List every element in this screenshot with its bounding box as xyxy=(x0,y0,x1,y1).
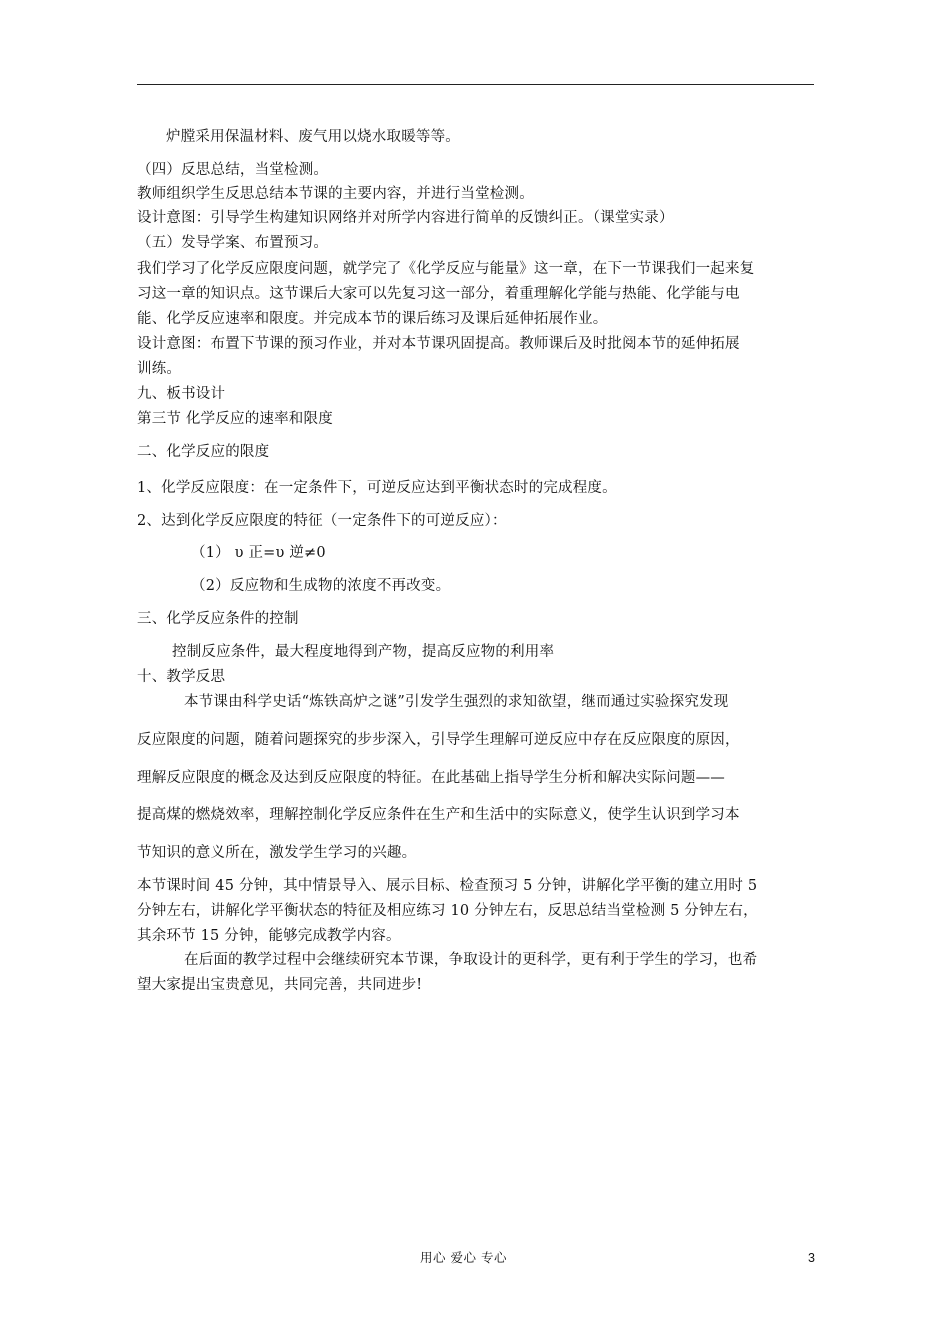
section-heading: 十、教学反思 xyxy=(137,669,226,685)
paragraph-line: 节知识的意义所在，激发学生学习的兴趣。 xyxy=(137,845,417,861)
paragraph-line: 本节课时间 45 分钟，其中情景导入、展示目标、检查预习 5 分钟，讲解化学平衡的建立用时 5 xyxy=(137,878,758,894)
board-heading: 三、化学反应条件的控制 xyxy=(137,611,299,627)
paragraph-line: 设计意图：引导学生构建知识网络并对所学内容进行简单的反馈纠正。（课堂实录） xyxy=(137,210,674,226)
paragraph-line: 教师组织学生反思总结本节课的主要内容，并进行当堂检测。 xyxy=(137,186,534,202)
board-item: 控制反应条件，最大程度地得到产物，提高反应物的利用率 xyxy=(172,644,555,660)
paragraph-line: 反应限度的问题，随着问题探究的步步深入，引导学生理解可逆反应中存在反应限度的原因， xyxy=(137,732,740,748)
paragraph-line: 训练。 xyxy=(137,361,182,377)
paragraph-line: 提高煤的燃烧效率，理解控制化学反应条件在生产和生活中的实际意义，使学生认识到学习本 xyxy=(137,807,740,823)
footer-slogan: 用心 爱心 专心 xyxy=(420,1250,507,1265)
board-heading: 二、化学反应的限度 xyxy=(137,444,270,460)
section-heading: （五）发导学案、布置预习。 xyxy=(137,235,329,251)
paragraph-line: 理解反应限度的概念及达到反应限度的特征。在此基础上指导学生分析和解决实际问题—— xyxy=(137,770,725,786)
paragraph-line: 炉膛采用保温材料、废气用以烧水取暖等等。 xyxy=(166,129,460,145)
paragraph-line: 在后面的教学过程中会继续研究本节课，争取设计的更科学，更有利于学生的学习，也希 xyxy=(184,952,758,968)
section-heading: 九、板书设计 xyxy=(137,386,226,402)
board-subitem: （1） υ 正=υ 逆≠0 xyxy=(191,545,326,561)
paragraph-line: 分钟左右，讲解化学平衡状态的特征及相应练习 10 分钟左右，反思总结当堂检测 5 分钟左右， xyxy=(137,903,758,919)
paragraph-line: 设计意图：布置下节课的预习作业，并对本节课巩固提高。教师课后及时批阅本节的延伸拓展 xyxy=(137,336,740,352)
board-item: 1、化学反应限度：在一定条件下，可逆反应达到平衡状态时的完成程度。 xyxy=(137,480,617,496)
paragraph-line: 习这一章的知识点。这节课后大家可以先复习这一部分，着重理解化学能与热能、化学能与电 xyxy=(137,286,740,302)
header-rule xyxy=(137,84,814,85)
paragraph-line: 能、化学反应速率和限度。并完成本节的课后练习及课后延伸拓展作业。 xyxy=(137,311,608,327)
page-number: 3 xyxy=(808,1251,815,1265)
section-heading: （四）反思总结，当堂检测。 xyxy=(137,162,329,178)
paragraph-line: 望大家提出宝贵意见，共同完善，共同进步! xyxy=(137,977,423,993)
board-title: 第三节 化学反应的速率和限度 xyxy=(137,411,333,427)
paragraph-line: 其余环节 15 分钟，能够完成教学内容。 xyxy=(137,928,401,944)
board-item: 2、达到化学反应限度的特征（一定条件下的可逆反应）： xyxy=(137,513,507,529)
paragraph-line: 我们学习了化学反应限度问题，就学完了《化学反应与能量》这一章，在下一节课我们一起来复 xyxy=(137,261,755,277)
board-subitem: （2）反应物和生成物的浓度不再改变。 xyxy=(191,578,451,594)
paragraph-line: 本节课由科学史话“炼铁高炉之谜”引发学生强烈的求知欲望，继而通过实验探究发现 xyxy=(184,694,729,710)
